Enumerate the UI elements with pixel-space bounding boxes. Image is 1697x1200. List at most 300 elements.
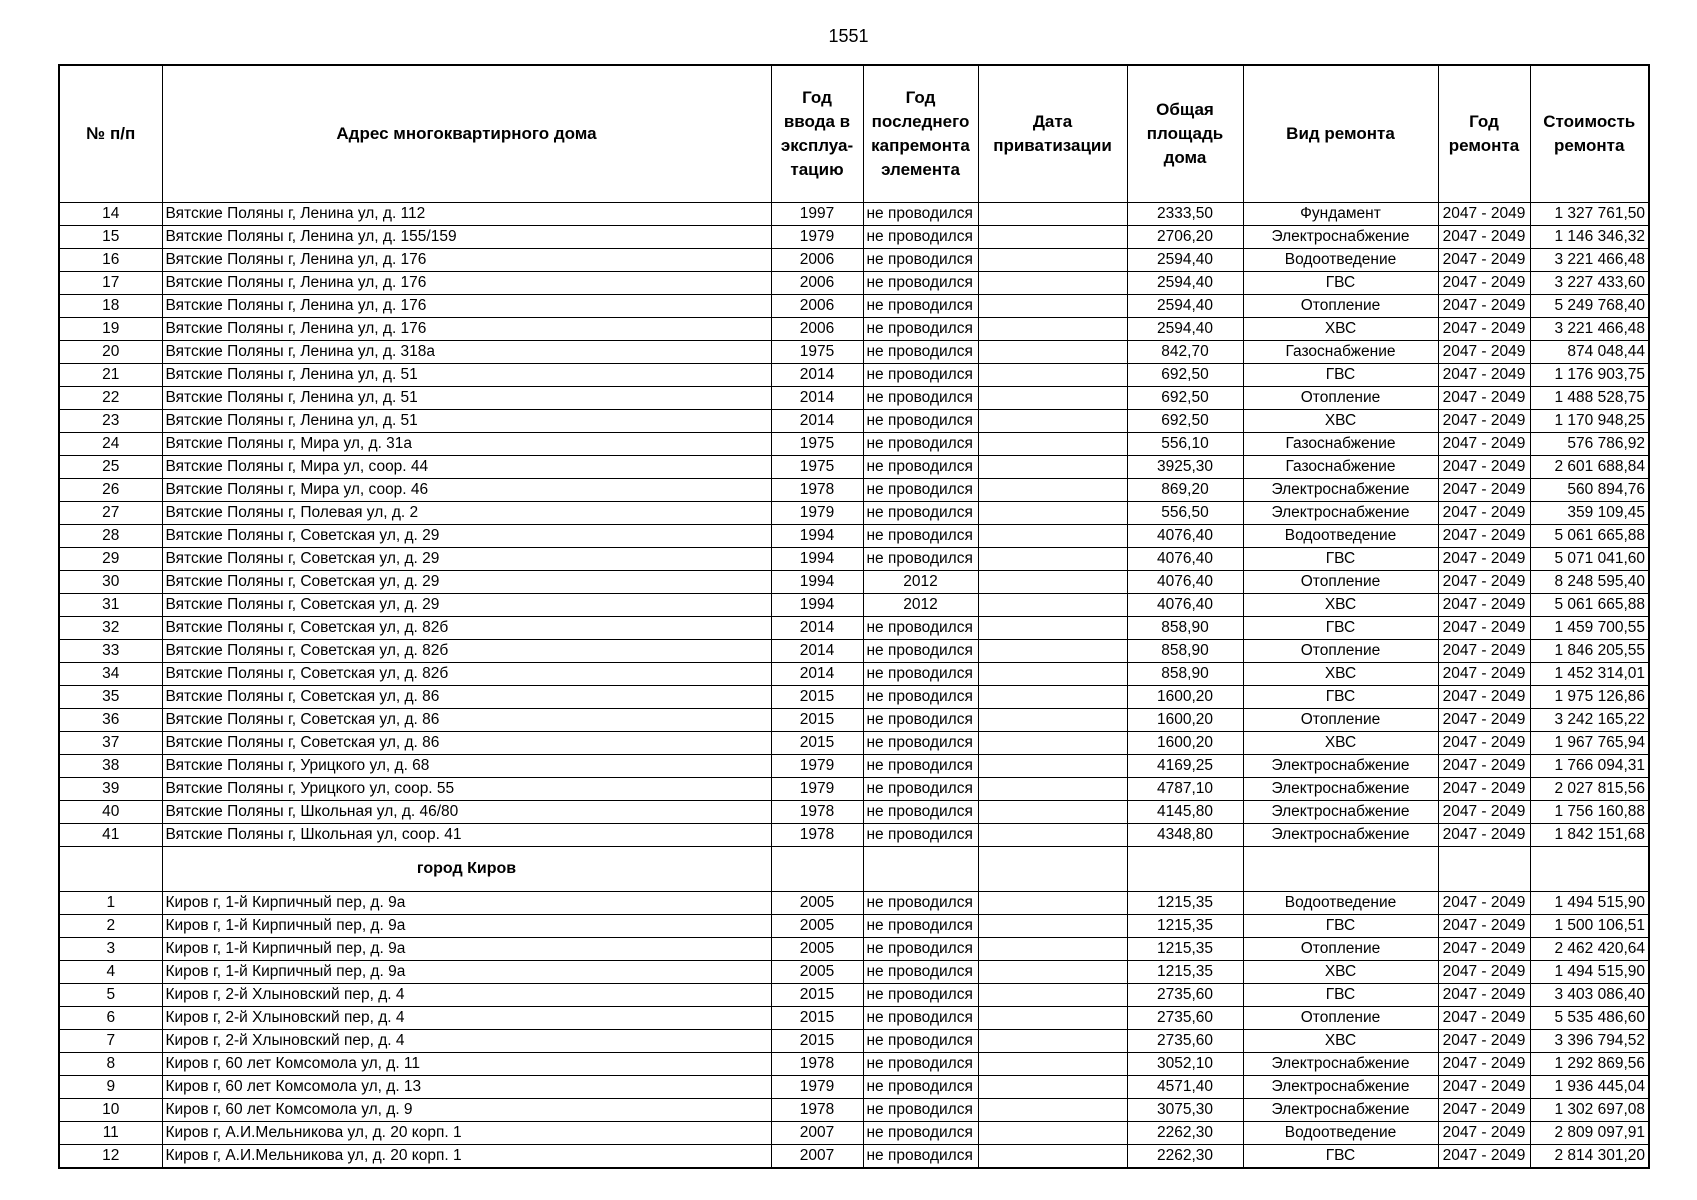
cell-year-built: 2014 (771, 663, 863, 686)
cell-last-repair: не проводился (863, 1030, 978, 1053)
cell-address: Вятские Поляны г, Советская ул, д. 29 (162, 571, 771, 594)
cell-repair-type: Отопление (1243, 938, 1438, 961)
cell-address: Вятские Поляны г, Советская ул, д. 82б (162, 617, 771, 640)
cell-num: 27 (59, 502, 162, 525)
cell-privatization (978, 1007, 1127, 1030)
cell-last-repair: не проводился (863, 456, 978, 479)
table-row (59, 318, 1649, 341)
table-row (59, 1007, 1649, 1030)
cell-last-repair: не проводился (863, 502, 978, 525)
cell-repair-type: ГВС (1243, 984, 1438, 1007)
cell-year-built: 1979 (771, 502, 863, 525)
cell-area: 2333,50 (1127, 203, 1243, 226)
cell-repair-years: 2047 - 2049 (1438, 709, 1530, 732)
header-area: Общая площадь дома (1127, 65, 1243, 203)
cell-repair-type: Газоснабжение (1243, 456, 1438, 479)
cell-last-repair: не проводился (863, 249, 978, 272)
cell-privatization (978, 433, 1127, 456)
cell-year-built: 2006 (771, 272, 863, 295)
cell-address: Вятские Поляны г, Ленина ул, д. 176 (162, 318, 771, 341)
cell-repair-type: Электроснабжение (1243, 479, 1438, 502)
cell-cost: 1 975 126,86 (1530, 686, 1649, 709)
cell-year-built: 2015 (771, 1007, 863, 1030)
cell-area: 2735,60 (1127, 1007, 1243, 1030)
cell-num: 40 (59, 801, 162, 824)
cell-last-repair: не проводился (863, 203, 978, 226)
cell-last-repair: не проводился (863, 548, 978, 571)
cell-last-repair: не проводился (863, 892, 978, 915)
cell-privatization (978, 249, 1127, 272)
table-row (59, 617, 1649, 640)
cell-repair-years: 2047 - 2049 (1438, 1076, 1530, 1099)
cell-address: Вятские Поляны г, Полевая ул, д. 2 (162, 502, 771, 525)
cell-area: 3075,30 (1127, 1099, 1243, 1122)
cell-address: Вятские Поляны г, Советская ул, д. 86 (162, 732, 771, 755)
cell-address: Киров г, 2-й Хлыновский пер, д. 4 (162, 984, 771, 1007)
cell-repair-years: 2047 - 2049 (1438, 961, 1530, 984)
cell-cost: 2 601 688,84 (1530, 456, 1649, 479)
cell-cost: 5 071 041,60 (1530, 548, 1649, 571)
cell-num: 28 (59, 525, 162, 548)
cell-repair-years: 2047 - 2049 (1438, 249, 1530, 272)
cell-last-repair: не проводился (863, 778, 978, 801)
cell-address: Вятские Поляны г, Ленина ул, д. 176 (162, 249, 771, 272)
header-last-repair: Год последнего капремонта элемента (863, 65, 978, 203)
cell-num: 9 (59, 1076, 162, 1099)
cell-last-repair: не проводился (863, 387, 978, 410)
cell-address: Вятские Поляны г, Ленина ул, д. 176 (162, 272, 771, 295)
cell-num: 15 (59, 226, 162, 249)
cell-address: Вятские Поляны г, Ленина ул, д. 51 (162, 410, 771, 433)
cell-year-built: 2015 (771, 709, 863, 732)
header-repair-years: Год ремонта (1438, 65, 1530, 203)
cell-num: 3 (59, 938, 162, 961)
cell-num: 11 (59, 1122, 162, 1145)
cell-last-repair: не проводился (863, 755, 978, 778)
cell-address: Вятские Поляны г, Советская ул, д. 86 (162, 686, 771, 709)
table-row (59, 640, 1649, 663)
cell-area: 1215,35 (1127, 938, 1243, 961)
cell-cost: 2 814 301,20 (1530, 1145, 1649, 1169)
cell-cost: 576 786,92 (1530, 433, 1649, 456)
cell-repair-years: 2047 - 2049 (1438, 686, 1530, 709)
cell-area: 2594,40 (1127, 295, 1243, 318)
cell-cost: 1 170 948,25 (1530, 410, 1649, 433)
cell-year-built: 1978 (771, 479, 863, 502)
cell-num: 19 (59, 318, 162, 341)
cell-repair-type: Электроснабжение (1243, 755, 1438, 778)
cell-privatization (978, 824, 1127, 847)
cell-repair-years: 2047 - 2049 (1438, 617, 1530, 640)
cell-privatization (978, 1122, 1127, 1145)
cell-repair-type: Отопление (1243, 709, 1438, 732)
cell-year-built: 2006 (771, 318, 863, 341)
cell-repair-type: ГВС (1243, 548, 1438, 571)
cell-repair-type: ХВС (1243, 732, 1438, 755)
cell-repair-type: ХВС (1243, 410, 1438, 433)
cell-repair-years: 2047 - 2049 (1438, 778, 1530, 801)
cell-cost: 1 302 697,08 (1530, 1099, 1649, 1122)
cell-address: Вятские Поляны г, Школьная ул, соор. 41 (162, 824, 771, 847)
cell-privatization (978, 295, 1127, 318)
table-row (59, 1145, 1649, 1169)
cell-repair-type: Электроснабжение (1243, 1099, 1438, 1122)
section-cell-num (59, 847, 162, 892)
cell-cost: 3 242 165,22 (1530, 709, 1649, 732)
cell-cost: 3 396 794,52 (1530, 1030, 1649, 1053)
cell-repair-type: Электроснабжение (1243, 502, 1438, 525)
cell-repair-type: Газоснабжение (1243, 433, 1438, 456)
cell-last-repair: не проводился (863, 732, 978, 755)
cell-repair-type: ГВС (1243, 1145, 1438, 1169)
section-title: город Киров (162, 847, 771, 892)
cell-cost: 1 842 151,68 (1530, 824, 1649, 847)
cell-year-built: 2005 (771, 938, 863, 961)
cell-privatization (978, 203, 1127, 226)
cell-cost: 1 292 869,56 (1530, 1053, 1649, 1076)
cell-last-repair: не проводился (863, 1145, 978, 1169)
cell-privatization (978, 318, 1127, 341)
cell-repair-years: 2047 - 2049 (1438, 1122, 1530, 1145)
cell-cost: 2 809 097,91 (1530, 1122, 1649, 1145)
cell-num: 22 (59, 387, 162, 410)
cell-year-built: 2005 (771, 961, 863, 984)
cell-address: Вятские Поляны г, Советская ул, д. 29 (162, 594, 771, 617)
table-row (59, 686, 1649, 709)
cell-address: Вятские Поляны г, Школьная ул, д. 46/80 (162, 801, 771, 824)
cell-repair-years: 2047 - 2049 (1438, 479, 1530, 502)
cell-repair-years: 2047 - 2049 (1438, 410, 1530, 433)
cell-privatization (978, 617, 1127, 640)
table-row (59, 938, 1649, 961)
cell-year-built: 1979 (771, 1076, 863, 1099)
cell-area: 3052,10 (1127, 1053, 1243, 1076)
header-address: Адрес многоквартирного дома (162, 65, 771, 203)
cell-year-built: 1978 (771, 801, 863, 824)
cell-last-repair: не проводился (863, 272, 978, 295)
cell-repair-type: Электроснабжение (1243, 1076, 1438, 1099)
cell-address: Вятские Поляны г, Ленина ул, д. 176 (162, 295, 771, 318)
cell-cost: 1 176 903,75 (1530, 364, 1649, 387)
cell-repair-type: Отопление (1243, 640, 1438, 663)
cell-cost: 874 048,44 (1530, 341, 1649, 364)
cell-repair-years: 2047 - 2049 (1438, 272, 1530, 295)
cell-cost: 1 452 314,01 (1530, 663, 1649, 686)
table-row (59, 433, 1649, 456)
cell-year-built: 2006 (771, 295, 863, 318)
cell-last-repair: не проводился (863, 295, 978, 318)
cell-year-built: 1994 (771, 548, 863, 571)
cell-repair-years: 2047 - 2049 (1438, 801, 1530, 824)
cell-address: Вятские Поляны г, Урицкого ул, соор. 55 (162, 778, 771, 801)
cell-area: 4787,10 (1127, 778, 1243, 801)
cell-cost: 1 756 160,88 (1530, 801, 1649, 824)
cell-address: Вятские Поляны г, Мира ул, соор. 46 (162, 479, 771, 502)
cell-year-built: 2005 (771, 915, 863, 938)
cell-year-built: 2014 (771, 387, 863, 410)
cell-repair-type: Фундамент (1243, 203, 1438, 226)
cell-last-repair: не проводился (863, 938, 978, 961)
cell-repair-years: 2047 - 2049 (1438, 640, 1530, 663)
cell-num: 6 (59, 1007, 162, 1030)
section-cell-priv (978, 847, 1127, 892)
cell-address: Киров г, 2-й Хлыновский пер, д. 4 (162, 1030, 771, 1053)
cell-year-built: 2015 (771, 732, 863, 755)
header-repair-type: Вид ремонта (1243, 65, 1438, 203)
cell-repair-years: 2047 - 2049 (1438, 456, 1530, 479)
cell-repair-years: 2047 - 2049 (1438, 732, 1530, 755)
table-row (59, 203, 1649, 226)
cell-repair-type: ГВС (1243, 915, 1438, 938)
cell-address: Вятские Поляны г, Советская ул, д. 29 (162, 548, 771, 571)
cell-repair-years: 2047 - 2049 (1438, 984, 1530, 1007)
cell-privatization (978, 1053, 1127, 1076)
cell-cost: 5 061 665,88 (1530, 594, 1649, 617)
cell-year-built: 2015 (771, 686, 863, 709)
cell-last-repair: не проводился (863, 686, 978, 709)
cell-cost: 1 327 761,50 (1530, 203, 1649, 226)
cell-privatization (978, 755, 1127, 778)
cell-repair-years: 2047 - 2049 (1438, 548, 1530, 571)
cell-address: Киров г, 2-й Хлыновский пер, д. 4 (162, 1007, 771, 1030)
cell-num: 24 (59, 433, 162, 456)
table-row (59, 594, 1649, 617)
cell-area: 4076,40 (1127, 594, 1243, 617)
cell-repair-type: Водоотведение (1243, 249, 1438, 272)
cell-repair-years: 2047 - 2049 (1438, 1099, 1530, 1122)
cell-address: Вятские Поляны г, Советская ул, д. 86 (162, 709, 771, 732)
cell-repair-type: Газоснабжение (1243, 341, 1438, 364)
table-row (59, 548, 1649, 571)
table-body-kirov (59, 892, 1649, 1169)
cell-cost: 1 494 515,90 (1530, 892, 1649, 915)
cell-cost: 2 027 815,56 (1530, 778, 1649, 801)
cell-address: Киров г, 1-й Кирпичный пер, д. 9а (162, 892, 771, 915)
cell-repair-years: 2047 - 2049 (1438, 594, 1530, 617)
cell-last-repair: не проводился (863, 1053, 978, 1076)
cell-cost: 1 459 700,55 (1530, 617, 1649, 640)
cell-num: 38 (59, 755, 162, 778)
cell-area: 2594,40 (1127, 249, 1243, 272)
cell-repair-type: Электроснабжение (1243, 824, 1438, 847)
header-year-built: Год ввода в эксплуа-тацию (771, 65, 863, 203)
cell-address: Киров г, 1-й Кирпичный пер, д. 9а (162, 915, 771, 938)
cell-area: 3925,30 (1127, 456, 1243, 479)
cell-repair-years: 2047 - 2049 (1438, 571, 1530, 594)
cell-last-repair: не проводился (863, 663, 978, 686)
cell-area: 692,50 (1127, 387, 1243, 410)
section-kirov (59, 847, 1649, 892)
cell-last-repair: не проводился (863, 801, 978, 824)
cell-num: 1 (59, 892, 162, 915)
cell-address: Киров г, 60 лет Комсомола ул, д. 11 (162, 1053, 771, 1076)
table-row (59, 1122, 1649, 1145)
cell-repair-years: 2047 - 2049 (1438, 663, 1530, 686)
cell-cost: 560 894,76 (1530, 479, 1649, 502)
cell-cost: 1 967 765,94 (1530, 732, 1649, 755)
cell-cost: 5 535 486,60 (1530, 1007, 1649, 1030)
cell-num: 25 (59, 456, 162, 479)
repair-register-table (58, 64, 1650, 1169)
table-row (59, 984, 1649, 1007)
cell-repair-years: 2047 - 2049 (1438, 915, 1530, 938)
cell-num: 14 (59, 203, 162, 226)
cell-privatization (978, 1099, 1127, 1122)
cell-area: 2735,60 (1127, 1030, 1243, 1053)
header-row (59, 65, 1649, 203)
cell-repair-years: 2047 - 2049 (1438, 938, 1530, 961)
cell-area: 1215,35 (1127, 892, 1243, 915)
cell-area: 2594,40 (1127, 272, 1243, 295)
cell-privatization (978, 341, 1127, 364)
cell-repair-type: Водоотведение (1243, 525, 1438, 548)
cell-privatization (978, 984, 1127, 1007)
cell-privatization (978, 938, 1127, 961)
cell-repair-years: 2047 - 2049 (1438, 1007, 1530, 1030)
cell-privatization (978, 226, 1127, 249)
cell-repair-years: 2047 - 2049 (1438, 203, 1530, 226)
table-row (59, 525, 1649, 548)
cell-privatization (978, 686, 1127, 709)
cell-privatization (978, 961, 1127, 984)
cell-num: 39 (59, 778, 162, 801)
cell-area: 2262,30 (1127, 1145, 1243, 1169)
cell-last-repair: не проводился (863, 479, 978, 502)
cell-privatization (978, 915, 1127, 938)
cell-area: 842,70 (1127, 341, 1243, 364)
cell-repair-years: 2047 - 2049 (1438, 341, 1530, 364)
cell-cost: 1 146 346,32 (1530, 226, 1649, 249)
section-cell-area (1127, 847, 1243, 892)
cell-last-repair: не проводился (863, 709, 978, 732)
cell-area: 692,50 (1127, 364, 1243, 387)
cell-address: Вятские Поляны г, Ленина ул, д. 51 (162, 364, 771, 387)
table-row (59, 1053, 1649, 1076)
cell-repair-years: 2047 - 2049 (1438, 364, 1530, 387)
cell-privatization (978, 548, 1127, 571)
cell-last-repair: не проводился (863, 1007, 978, 1030)
cell-area: 1600,20 (1127, 732, 1243, 755)
header-cost: Стоимость ремонта (1530, 65, 1649, 203)
section-cell-cost (1530, 847, 1649, 892)
cell-repair-years: 2047 - 2049 (1438, 1030, 1530, 1053)
cell-area: 2735,60 (1127, 984, 1243, 1007)
cell-privatization (978, 1076, 1127, 1099)
cell-repair-type: Отопление (1243, 1007, 1438, 1030)
cell-year-built: 1997 (771, 203, 863, 226)
cell-repair-type: Водоотведение (1243, 892, 1438, 915)
cell-cost: 2 462 420,64 (1530, 938, 1649, 961)
cell-repair-type: ГВС (1243, 617, 1438, 640)
cell-year-built: 2005 (771, 892, 863, 915)
cell-repair-years: 2047 - 2049 (1438, 318, 1530, 341)
cell-year-built: 2014 (771, 617, 863, 640)
table-row (59, 961, 1649, 984)
table-row (59, 1030, 1649, 1053)
cell-year-built: 2014 (771, 364, 863, 387)
cell-area: 2594,40 (1127, 318, 1243, 341)
cell-year-built: 2015 (771, 984, 863, 1007)
cell-year-built: 1975 (771, 341, 863, 364)
cell-num: 21 (59, 364, 162, 387)
cell-last-repair: 2012 (863, 594, 978, 617)
cell-privatization (978, 594, 1127, 617)
cell-num: 35 (59, 686, 162, 709)
cell-address: Киров г, 60 лет Комсомола ул, д. 13 (162, 1076, 771, 1099)
cell-cost: 1 488 528,75 (1530, 387, 1649, 410)
table-row (59, 801, 1649, 824)
table-row (59, 892, 1649, 915)
cell-repair-type: ГВС (1243, 272, 1438, 295)
cell-cost: 5 249 768,40 (1530, 295, 1649, 318)
cell-area: 1215,35 (1127, 915, 1243, 938)
cell-repair-type: ГВС (1243, 364, 1438, 387)
section-cell-cap (863, 847, 978, 892)
cell-area: 2262,30 (1127, 1122, 1243, 1145)
table-row (59, 272, 1649, 295)
cell-privatization (978, 640, 1127, 663)
table-row (59, 410, 1649, 433)
cell-year-built: 2006 (771, 249, 863, 272)
cell-address: Вятские Поляны г, Советская ул, д. 29 (162, 525, 771, 548)
cell-address: Киров г, А.И.Мельникова ул, д. 20 корп. 1 (162, 1122, 771, 1145)
cell-area: 858,90 (1127, 617, 1243, 640)
cell-area: 1600,20 (1127, 709, 1243, 732)
cell-year-built: 1978 (771, 1053, 863, 1076)
cell-last-repair: не проводился (863, 226, 978, 249)
cell-num: 20 (59, 341, 162, 364)
cell-year-built: 1978 (771, 1099, 863, 1122)
cell-privatization (978, 272, 1127, 295)
cell-repair-type: Отопление (1243, 571, 1438, 594)
section-cell-type (1243, 847, 1438, 892)
cell-last-repair: не проводился (863, 525, 978, 548)
cell-privatization (978, 732, 1127, 755)
cell-address: Вятские Поляны г, Ленина ул, д. 112 (162, 203, 771, 226)
cell-area: 869,20 (1127, 479, 1243, 502)
cell-address: Вятские Поляны г, Мира ул, соор. 44 (162, 456, 771, 479)
table-row (59, 456, 1649, 479)
cell-address: Вятские Поляны г, Советская ул, д. 82б (162, 640, 771, 663)
cell-repair-type: Отопление (1243, 387, 1438, 410)
table-row (59, 571, 1649, 594)
cell-address: Киров г, А.И.Мельникова ул, д. 20 корп. 1 (162, 1145, 771, 1169)
cell-privatization (978, 479, 1127, 502)
cell-num: 17 (59, 272, 162, 295)
cell-cost: 1 766 094,31 (1530, 755, 1649, 778)
table-row (59, 732, 1649, 755)
cell-address: Вятские Поляны г, Мира ул, д. 31а (162, 433, 771, 456)
table-row (59, 709, 1649, 732)
cell-privatization (978, 525, 1127, 548)
cell-last-repair: не проводился (863, 617, 978, 640)
cell-num: 30 (59, 571, 162, 594)
section-cell-rep (1438, 847, 1530, 892)
cell-privatization (978, 709, 1127, 732)
cell-num: 33 (59, 640, 162, 663)
cell-cost: 8 248 595,40 (1530, 571, 1649, 594)
cell-repair-type: Электроснабжение (1243, 1053, 1438, 1076)
table-row (59, 249, 1649, 272)
cell-year-built: 1978 (771, 824, 863, 847)
cell-last-repair: не проводился (863, 318, 978, 341)
cell-area: 556,50 (1127, 502, 1243, 525)
cell-num: 12 (59, 1145, 162, 1169)
cell-privatization (978, 892, 1127, 915)
cell-address: Киров г, 60 лет Комсомола ул, д. 9 (162, 1099, 771, 1122)
section-cell-year (771, 847, 863, 892)
cell-num: 31 (59, 594, 162, 617)
